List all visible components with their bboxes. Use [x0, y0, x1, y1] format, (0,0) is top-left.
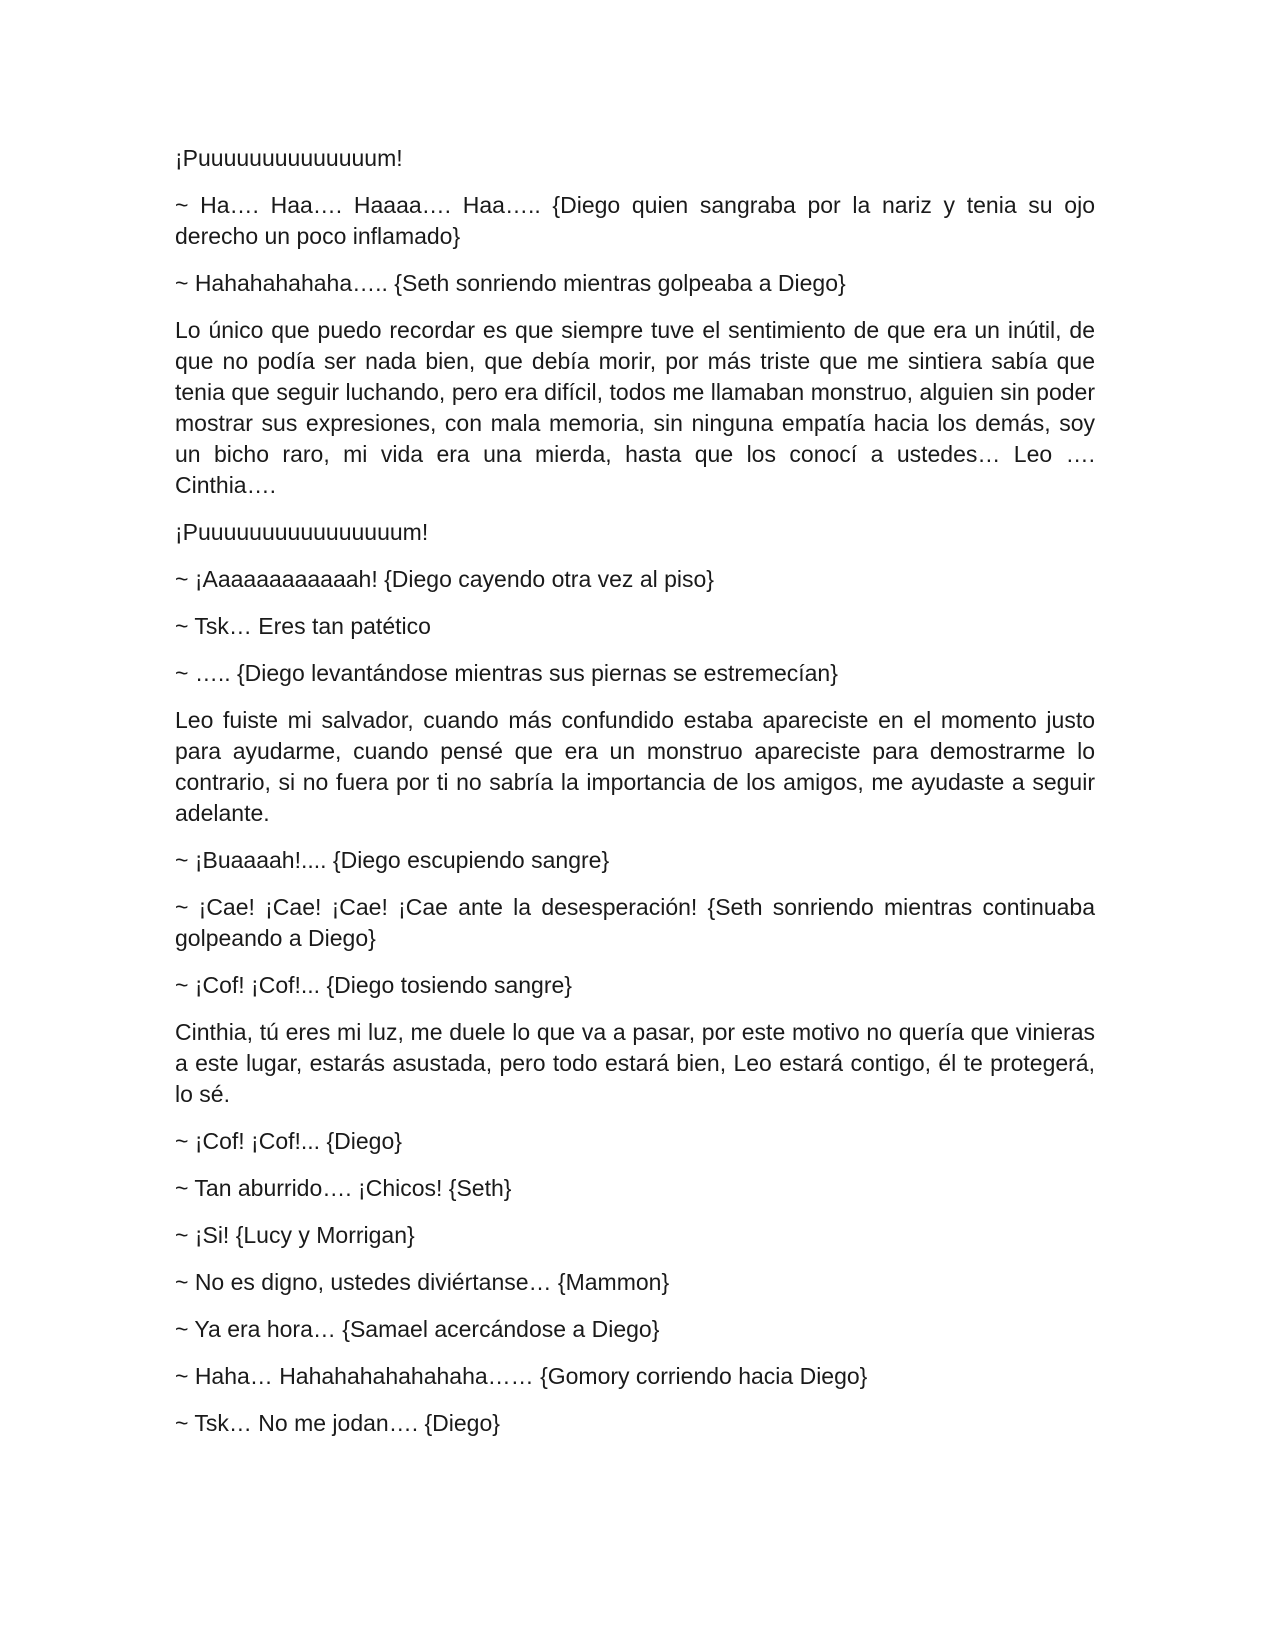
- text-body: [175, 143, 1095, 1455]
- sound-effect-line: ¡Puuuuuuuuuuuuuuuum!: [175, 519, 429, 545]
- sound-effect-line: ¡Puuuuuuuuuuuuuum!: [175, 145, 403, 171]
- dialogue-line: ~ ….. {Diego levantándose mientras sus piernas se estremecían}: [175, 660, 838, 686]
- dialogue-line: ~ Haha… Hahahahahahahaha…… {Gomory corriendo hacia Diego}: [175, 1363, 868, 1389]
- dialogue-line: ~ ¡Cae! ¡Cae! ¡Cae! ¡Cae ante la desesperación! {Seth sonriendo mientras continuaba golpeando a Diego}: [175, 894, 1095, 951]
- dialogue-line: ~ Ha…. Haa…. Haaaa…. Haa….. {Diego quien sangraba por la nariz y tenia su ojo derecho un poco inflamado}: [175, 192, 1095, 249]
- dialogue-line: ~ ¡Cof! ¡Cof!... {Diego tosiendo sangre}: [175, 972, 572, 998]
- narration-paragraph: Lo único que puedo recordar es que siempre tuve el sentimiento de que era un inútil, de que no podía ser nada bien, que debía morir, por más triste que me sintiera sabía que tenia que seguir luchando, pero era difícil, todos me llamaban monstruo, alguien sin poder mostrar sus expresiones, con mala memoria, sin ninguna empatía hacia los demás, soy un bicho raro, mi vida era una mierda, hasta que los conocí a ustedes… Leo …. Cinthia….: [175, 317, 1095, 498]
- narration-paragraph: Cinthia, tú eres mi luz, me duele lo que va a pasar, por este motivo no quería que vinieras a este lugar, estarás asustada, pero todo estará bien, Leo estará contigo, él te protegerá, lo sé.: [175, 1019, 1095, 1107]
- dialogue-line: ~ Tan aburrido…. ¡Chicos! {Seth}: [175, 1175, 512, 1201]
- dialogue-line: ~ No es digno, ustedes diviértanse… {Mammon}: [175, 1269, 670, 1295]
- dialogue-line: ~ Tsk… No me jodan…. {Diego}: [175, 1410, 500, 1436]
- dialogue-line: ~ Tsk… Eres tan patético: [175, 613, 431, 639]
- narration-paragraph: Leo fuiste mi salvador, cuando más confundido estaba apareciste en el momento justo para ayudarme, cuando pensé que era un monstruo apareciste para demostrarme lo contrario, si no fuera por ti no sabría la importancia de los amigos, me ayudaste a seguir adelante.: [175, 707, 1095, 826]
- dialogue-line: ~ Hahahahahaha….. {Seth sonriendo mientras golpeaba a Diego}: [175, 270, 846, 296]
- dialogue-line: ~ ¡Buaaaah!.... {Diego escupiendo sangre}: [175, 847, 610, 873]
- dialogue-line: ~ ¡Cof! ¡Cof!... {Diego}: [175, 1128, 402, 1154]
- dialogue-line: ~ ¡Aaaaaaaaaaaah! {Diego cayendo otra vez al piso}: [175, 566, 714, 592]
- dialogue-line: ~ Ya era hora… {Samael acercándose a Diego}: [175, 1316, 660, 1342]
- dialogue-line: ~ ¡Si! {Lucy y Morrigan}: [175, 1222, 415, 1248]
